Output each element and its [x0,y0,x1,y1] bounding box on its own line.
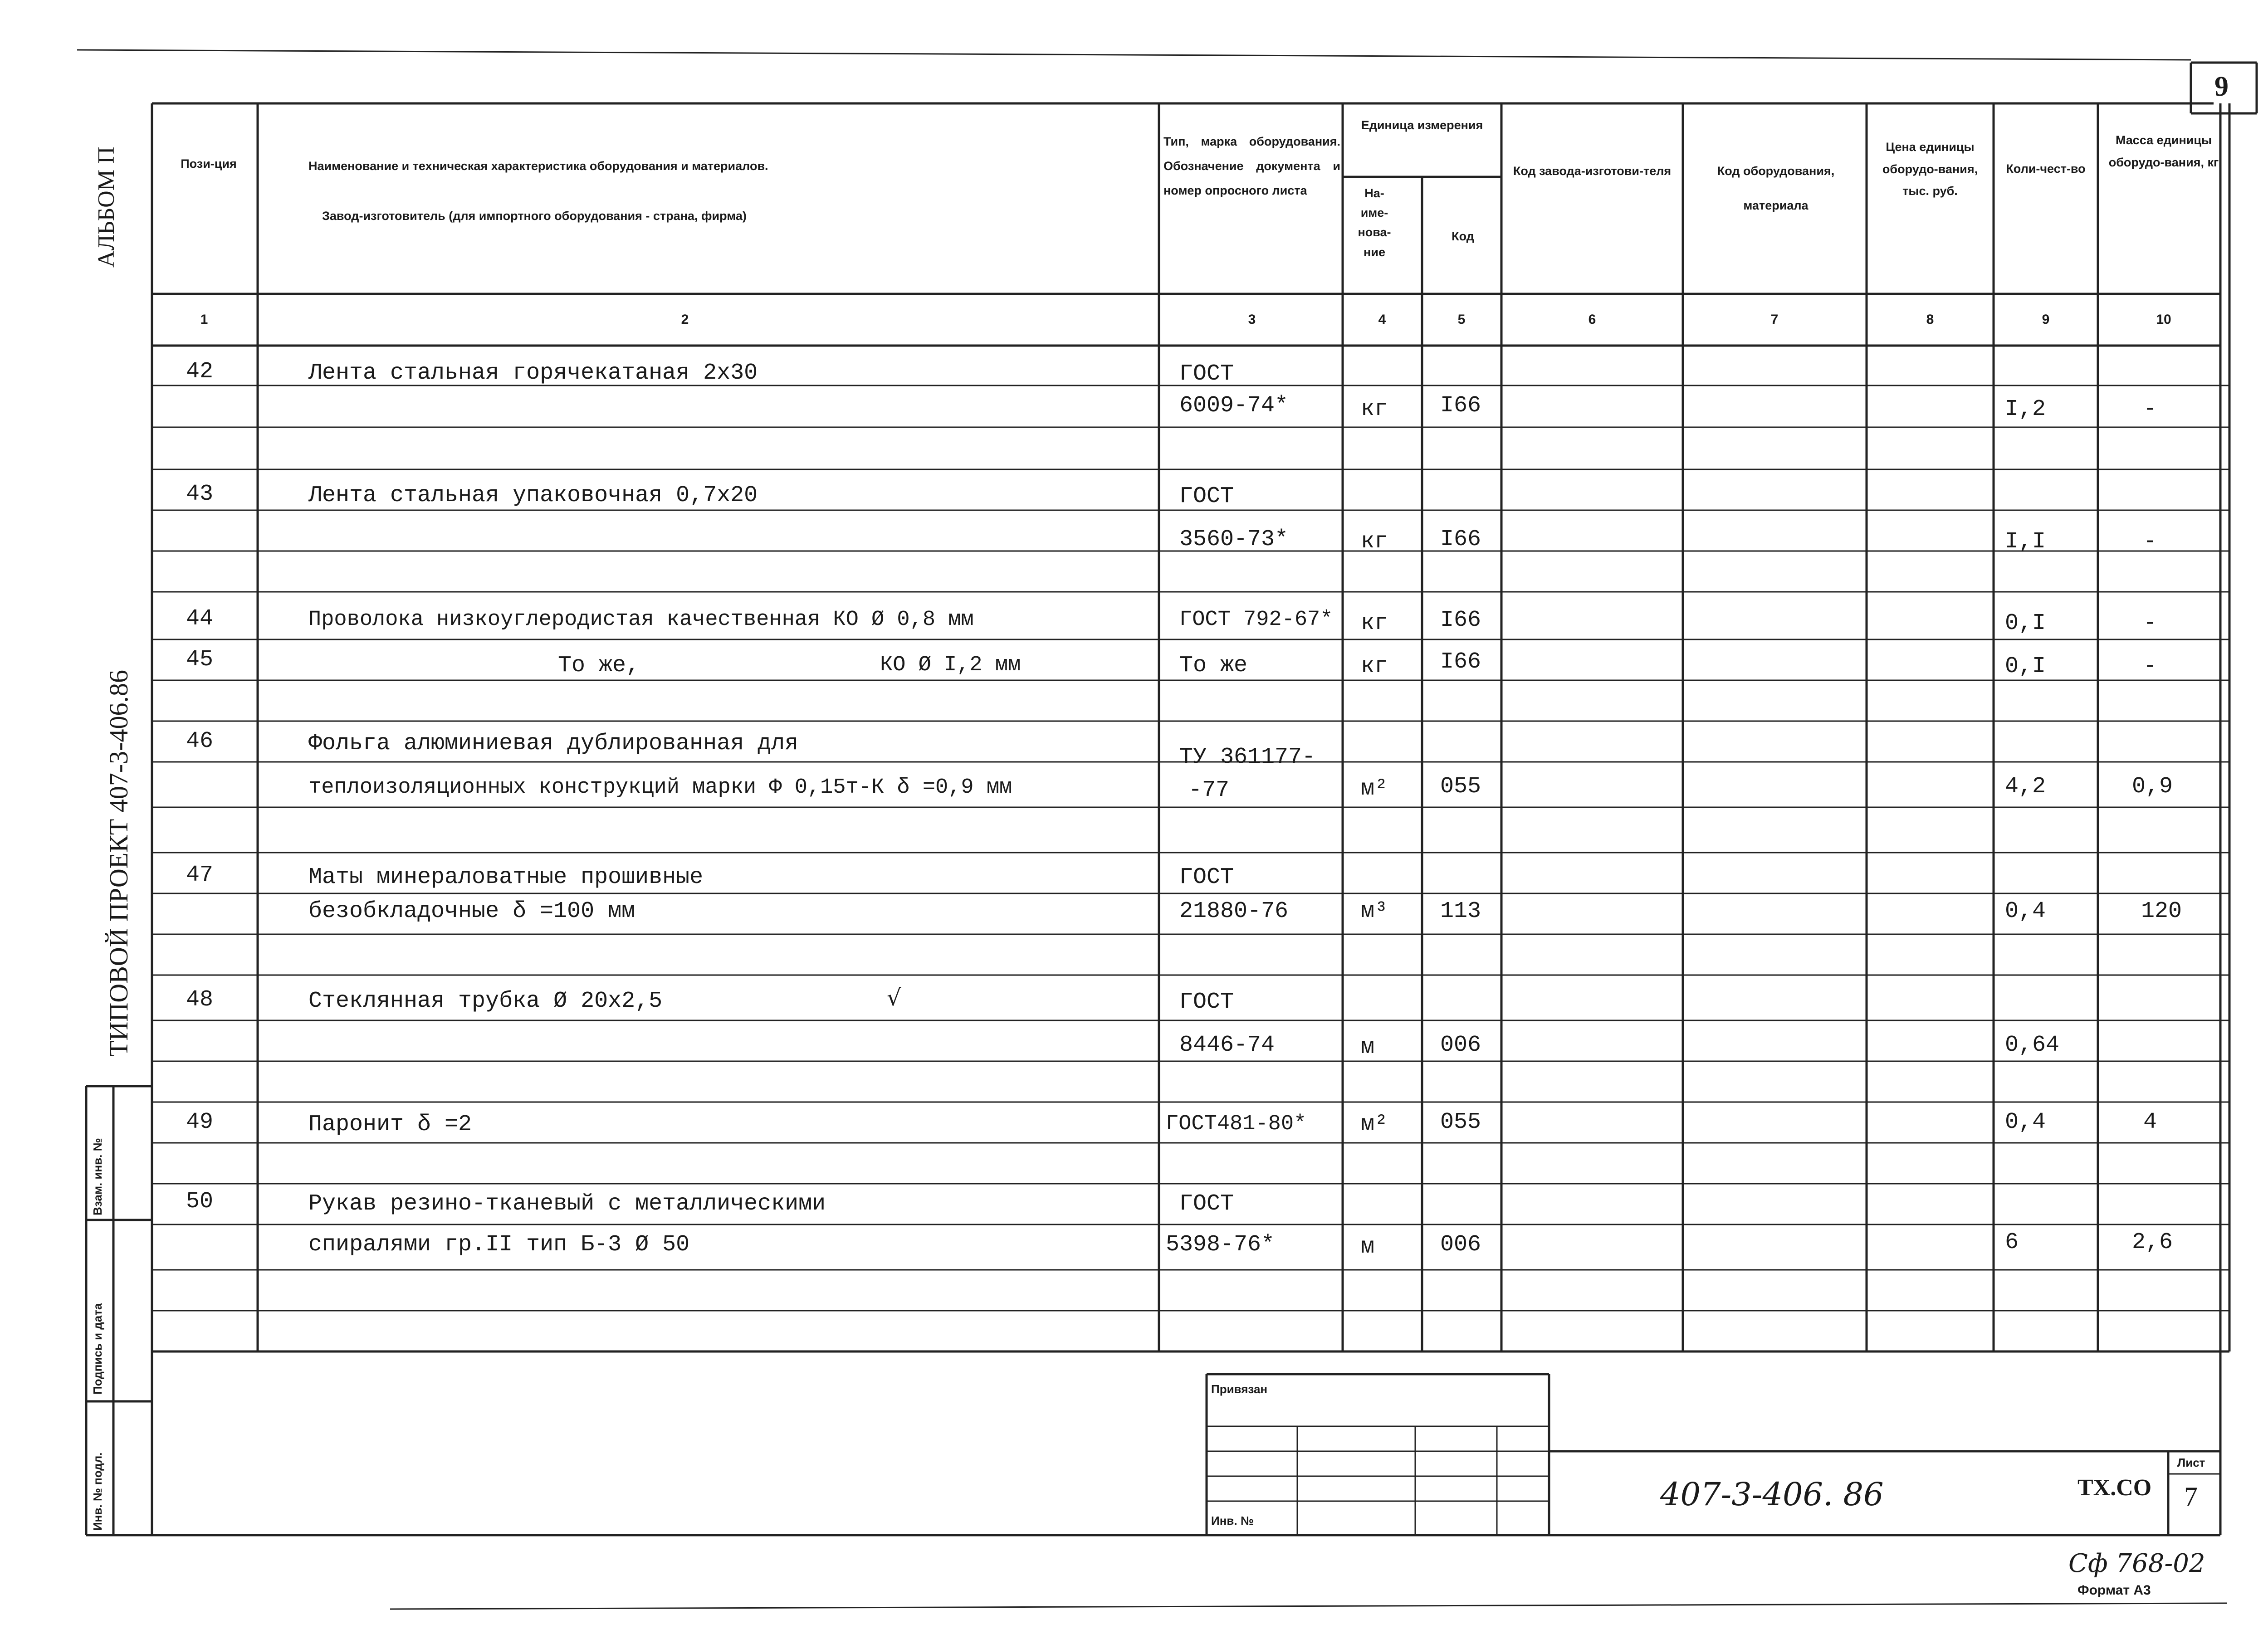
row-50-name-2: спиралями гр.II тип Б-3 Ø 50 [308,1232,690,1258]
row-49-doc1: ГОСТ481-80* [1166,1112,1307,1136]
row-47-doc2: 21880-76 [1179,898,1289,924]
row-49-position: 49 [186,1109,214,1135]
album-label: АЛЬБОМ П [93,146,119,268]
row-48-unit: м [1361,1034,1375,1060]
row-42-code: I66 [1440,393,1481,419]
row-47-position: 47 [186,862,214,888]
row-45-name-b: КО Ø I,2 мм [880,653,1021,677]
row-44-qty: 0,I [2005,610,2046,636]
row-45-unit: кг [1361,654,1388,679]
header-unit-name: На-име-нова-ние [1358,186,1391,259]
colnum-5: 5 [1457,312,1466,327]
stamp-inv: Инв. № [1211,1514,1254,1527]
row-48-qty: 0,64 [2005,1032,2060,1058]
row-46-name-1: Фольга алюминиевая дублированная для [308,731,799,756]
row-45-code: I66 [1440,649,1481,675]
row-46-position: 46 [186,728,214,754]
stamp-sheet-number: 7 [2184,1482,2198,1512]
row-44-unit: кг [1361,610,1388,636]
inv-label: Инв. № подл. [91,1452,104,1531]
row-42-mass: - [2143,396,2157,422]
colnum-9: 9 [2042,312,2050,327]
row-50-doc1: ГОСТ [1179,1191,1234,1217]
row-44-name: Проволока низкоуглеродистая качественная КО Ø 0,8 мм [308,608,974,632]
page-number: 9 [2214,71,2229,102]
row-47-name-1: Маты минераловатные прошивные [308,864,704,890]
stamp-doc-number: 407-3-406. 86 [1660,1476,1884,1513]
header-mass: Масса единицы оборудо-вания, кг [2108,133,2219,169]
row-45-name-a: То же, [558,653,640,678]
header-name-b: Завод-изготовитель (для импортного оборудования - страна, фирма) [322,209,747,223]
row-48-doc2: 8446-74 [1179,1032,1275,1058]
header-type: Тип, марка оборудования. Обозначение документа и номер опросного листа [1163,135,1340,197]
row-47-doc1: ГОСТ [1179,864,1234,890]
row-49-name: Паронит δ =2 [308,1112,472,1137]
row-46-unit: м² [1361,776,1388,802]
header-quantity: Коли-чест-во [2006,162,2086,176]
row-44-doc1: ГОСТ 792-67* [1179,608,1333,632]
row-50-unit: м [1361,1234,1375,1260]
row-46-doc1: ТУ 361177- [1179,744,1316,770]
row-43-unit: кг [1361,529,1388,555]
header-price: Цена единицы оборудо-вания, тыс. руб. [1882,140,1978,198]
row-46-code: 055 [1440,774,1481,800]
row-42-name: Лента стальная горячекатаная 2x30 [308,360,758,386]
header-name-a: Наименование и техническая характеристика оборудования и материалов. [308,159,768,173]
row-43-doc2: 3560-73* [1179,527,1289,552]
stamp-privyazan: Привязан [1211,1382,1268,1396]
header-material-code: Код оборудования, материала [1717,164,1835,212]
colnum-8: 8 [1926,312,1934,327]
row-49-unit: м² [1361,1112,1388,1137]
handwritten-note: Сф 768-02 [2068,1549,2205,1578]
row-43-mass: - [2143,529,2157,555]
row-47-code: 113 [1440,898,1481,924]
row-49-mass: 4 [2143,1109,2157,1135]
row-48-doc1: ГОСТ [1179,989,1234,1015]
colnum-4: 4 [1378,312,1386,327]
colnum-3: 3 [1248,312,1256,327]
row-50-qty: 6 [2005,1229,2019,1255]
row-50-name-1: Рукав резино-тканевый с металлическими [308,1191,826,1217]
row-42-doc1: ГОСТ [1179,361,1234,387]
project-label: ТИПОВОЙ ПРОЕКТ 407-3-406.86 [104,670,133,1057]
row-45-doc1: То же [1179,653,1248,678]
stamp-mark: TX.CO [2077,1475,2152,1501]
row-46-name-2: теплоизоляционных конструкций марки Ф 0,15т-К δ =0,9 мм [308,776,1012,800]
row-43-name: Лента стальная упаковочная 0,7x20 [308,483,758,508]
handwritten-tick-mark: √ [887,985,901,1011]
format-label: Формат А3 [2077,1583,2151,1598]
row-47-qty: 0,4 [2005,898,2046,924]
row-48-code: 006 [1440,1032,1481,1058]
row-43-code: I66 [1440,527,1481,552]
row-42-unit: кг [1361,396,1388,422]
row-43-position: 43 [186,481,214,507]
colnum-6: 6 [1588,312,1596,327]
row-43-qty: I,I [2005,529,2046,555]
row-50-mass: 2,6 [2132,1229,2173,1255]
row-45-position: 45 [186,647,214,673]
row-47-unit: м³ [1361,898,1388,924]
row-46-qty: 4,2 [2005,774,2046,800]
colnum-7: 7 [1770,312,1779,327]
row-46-doc2: -77 [1188,777,1230,803]
header-position: Пози-ция [181,157,237,171]
row-50-code: 006 [1440,1232,1481,1258]
row-42-position: 42 [186,359,214,385]
colnum-1: 1 [200,312,208,327]
row-50-doc2: 5398-76* [1166,1232,1275,1258]
header-unit: Единица измерения [1361,118,1483,132]
header-unit-code: Код [1452,229,1474,243]
row-44-code: I66 [1440,607,1481,633]
row-47-name-2: безобкладочные δ =100 мм [308,898,635,924]
row-48-name: Стеклянная трубка Ø 20x2,5 [308,988,663,1014]
row-47-mass: 120 [2141,898,2182,924]
colnum-2: 2 [681,312,689,327]
header-factory-code: Код завода-изготови-теля [1513,164,1672,178]
row-45-qty: 0,I [2005,654,2046,679]
row-44-mass: - [2143,610,2157,636]
podpis-label: Подпись и дата [91,1303,104,1395]
row-50-position: 50 [186,1189,214,1215]
colnum-10: 10 [2156,312,2171,327]
stamp-sheet-label: Лист [2177,1456,2205,1469]
row-42-doc2: 6009-74* [1179,393,1289,419]
row-49-code: 055 [1440,1109,1481,1135]
row-44-position: 44 [186,606,214,632]
row-42-qty: I,2 [2005,396,2046,422]
row-46-mass: 0,9 [2132,774,2173,800]
row-45-mass: - [2143,654,2157,679]
row-43-doc1: ГОСТ [1179,483,1234,509]
row-49-qty: 0,4 [2005,1109,2046,1135]
vzam-label: Взам. инв. № [91,1138,104,1215]
row-48-position: 48 [186,987,214,1013]
